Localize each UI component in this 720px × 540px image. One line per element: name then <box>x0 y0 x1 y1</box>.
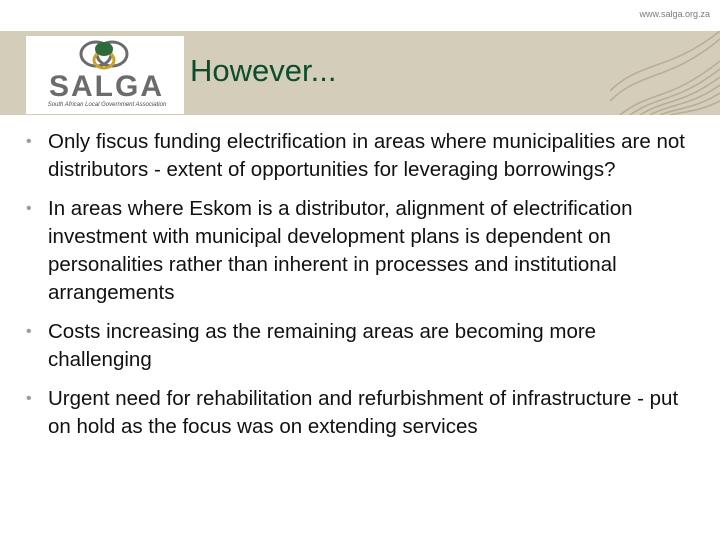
bullet-text: In areas where Eskom is a distributor, alignment of electrification investment with municipal development plans is dependent on personalities rather than inherent in processes and institutional arrangements <box>48 197 633 304</box>
logo-subtitle: South African Local Government Association <box>47 102 167 108</box>
bullet-item <box>22 128 702 184</box>
wave-pattern-icon <box>610 31 720 115</box>
logo-wordmark: SALGA <box>49 70 164 103</box>
top-bar <box>0 0 720 30</box>
bullet-text: Only fiscus funding electrification in areas where municipalities are not distributors - extent of opportunities for leveraging borrowings? <box>48 130 685 181</box>
site-url: www.salga.org.za <box>639 9 710 19</box>
bullet-text: Costs increasing as the remaining areas are becoming more challenging <box>48 320 597 371</box>
bullet-icon: • <box>26 133 32 150</box>
bullet-icon: • <box>26 200 32 217</box>
salga-logo <box>26 36 184 114</box>
slide-body <box>22 128 702 452</box>
bullet-item <box>22 318 702 374</box>
bullet-list <box>22 128 702 441</box>
bullet-icon: • <box>26 323 32 340</box>
bullet-text: Urgent need for rehabilitation and refurbishment of infrastructure - put on hold as the focus was on extending services <box>48 387 679 438</box>
bullet-icon: • <box>26 390 32 407</box>
slide-title: However... <box>190 53 337 88</box>
bullet-item <box>22 385 702 441</box>
bullet-item <box>22 195 702 307</box>
